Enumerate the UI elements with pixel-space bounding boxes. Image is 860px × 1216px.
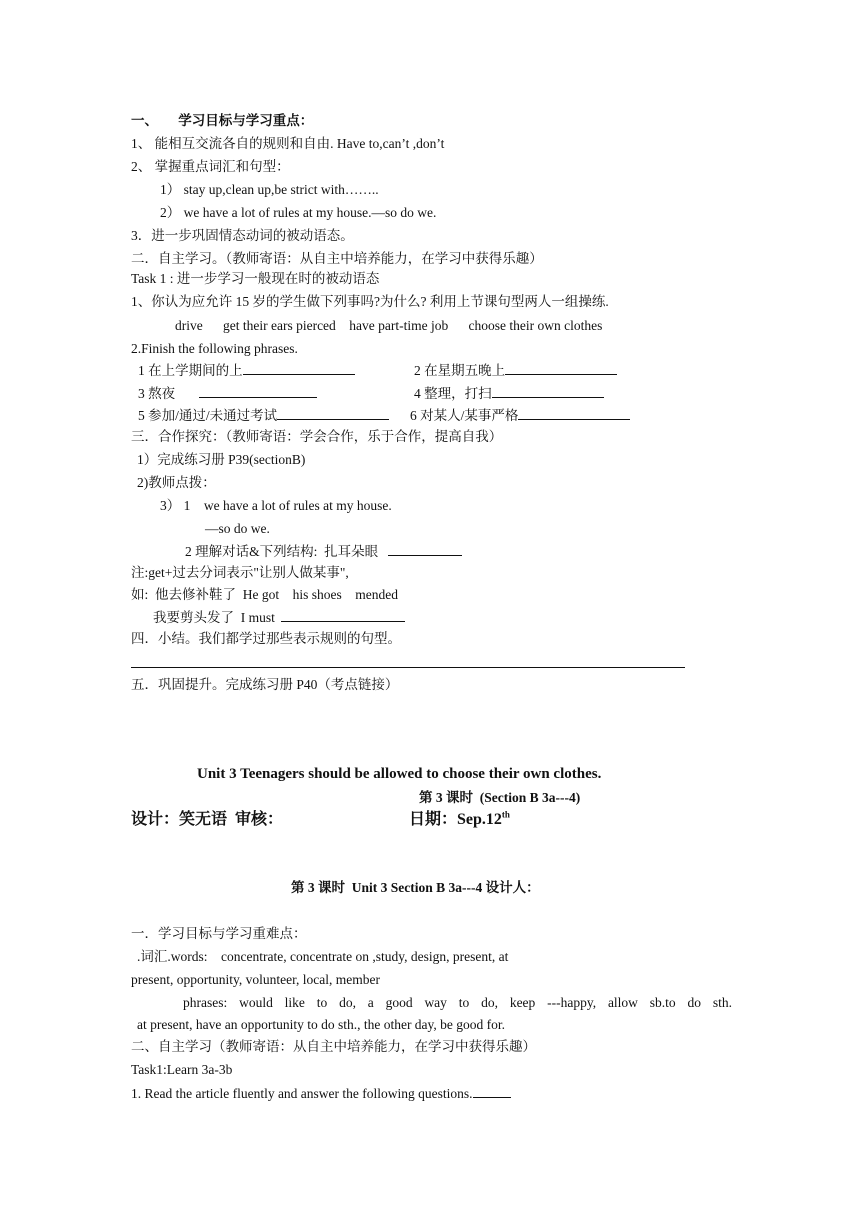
task-1-learn: Task1:Learn 3a-3b	[131, 1062, 233, 1077]
phrases-line-2: at present, have an opportunity to do sth., the other day, be good for.	[137, 1017, 506, 1032]
unit-title: Unit 3 Teenagers should be allowed to choose their own clothes.	[197, 766, 602, 782]
goal-line-1: 1、 能相互交流各自的规则和自由. Have to,can’t ,don’t	[131, 136, 445, 151]
phrase-item-4: 4 整理，打扫	[414, 384, 604, 403]
phrase-item-5: 5 参加/通过/未通过考试	[138, 406, 389, 425]
note-line: 注:get+过去分词表示"让别人做某事",	[131, 565, 349, 580]
goal-item-1: 1） stay up,clean up,be strict with……..	[160, 182, 379, 197]
goal-line-2: 2、 掌握重点词汇和句型：	[131, 159, 290, 174]
words-line-2: present, opportunity, volunteer, local, member	[131, 972, 381, 987]
section-heading-self-study-2: 二、自主学习（教师寄语：从自主中培养能力，在学习中获得乐趣）	[131, 1039, 536, 1054]
cooperation-line-2: 2)教师点拨：	[137, 475, 216, 490]
example-line-2: 我要剪头发了 I must	[153, 608, 405, 627]
date-line: 日期：Sep.12th	[409, 809, 510, 828]
question-2: 2.Finish the following phrases.	[131, 341, 298, 356]
section-heading-consolidation: 五．巩固提升。完成练习册 P40（考点链接）	[131, 677, 399, 692]
goal-line-3: 3．进一步巩固情态动词的被动语态。	[131, 228, 354, 243]
cooperation-line-1: 1）完成练习册 P39(sectionB)	[137, 452, 306, 467]
question-1: 1、你认为应允许 15 岁的学生做下列事吗?为什么? 利用上节课句型两人一组操练.	[131, 294, 609, 309]
phrases-line-1: phrases: would like to do, a good way to do, keep ---happy, allow sb.to do sth.	[183, 995, 732, 1010]
lesson-subheading: 第 3 课时 Unit 3 Section B 3a---4 设计人：	[291, 880, 540, 895]
section-heading-self-study: 二．自主学习。（教师寄语：从自主中培养能力，在学习中获得乐趣）	[131, 251, 543, 266]
lesson-label: 第 3 课时 (Section B 3a---4)	[419, 790, 581, 805]
section-heading-summary: 四．小结。我们都学过那些表示规则的句型。	[131, 631, 401, 646]
task-1-line: Task 1 : 进一步学习一般现在时的被动语态	[131, 271, 380, 286]
read-question: 1. Read the article fluently and answer the following questions.	[131, 1084, 511, 1103]
goal-item-2: 2） we have a lot of rules at my house.—so do we.	[160, 205, 437, 220]
designer-reviewer: 设计：笑无语 审核：	[131, 811, 284, 828]
summary-answer-line	[131, 667, 685, 668]
example-dialogue-1: 3） 1 we have a lot of rules at my house.	[160, 498, 392, 513]
example-dialogue-2: —so do we.	[205, 521, 270, 536]
phrase-item-2: 2 在星期五晚上	[414, 361, 617, 380]
section-heading-cooperation: 三．合作探究：（教师寄语：学会合作，乐于合作，提高自我）	[131, 429, 503, 444]
phrase-item-3: 3 熬夜	[138, 384, 317, 403]
example-line-1: 如: 他去修补鞋了 He got his shoes mended	[131, 587, 398, 602]
section-heading-goals: 一、 学习目标与学习重点：	[131, 113, 314, 128]
phrase-item-6: 6 对某人/某事严格	[410, 406, 630, 425]
words-line-1: .词汇.words: concentrate, concentrate on ,study, design, present, at	[137, 949, 509, 964]
phrase-item-1: 1 在上学期间的上	[138, 361, 355, 380]
structure-line: 2 理解对话&下列结构: 扎耳朵眼	[185, 542, 462, 561]
section-heading-objectives: 一．学习目标与学习重难点：	[131, 926, 307, 941]
activity-options: drive get their ears pierced have part-time job choose their own clothes	[175, 318, 603, 333]
